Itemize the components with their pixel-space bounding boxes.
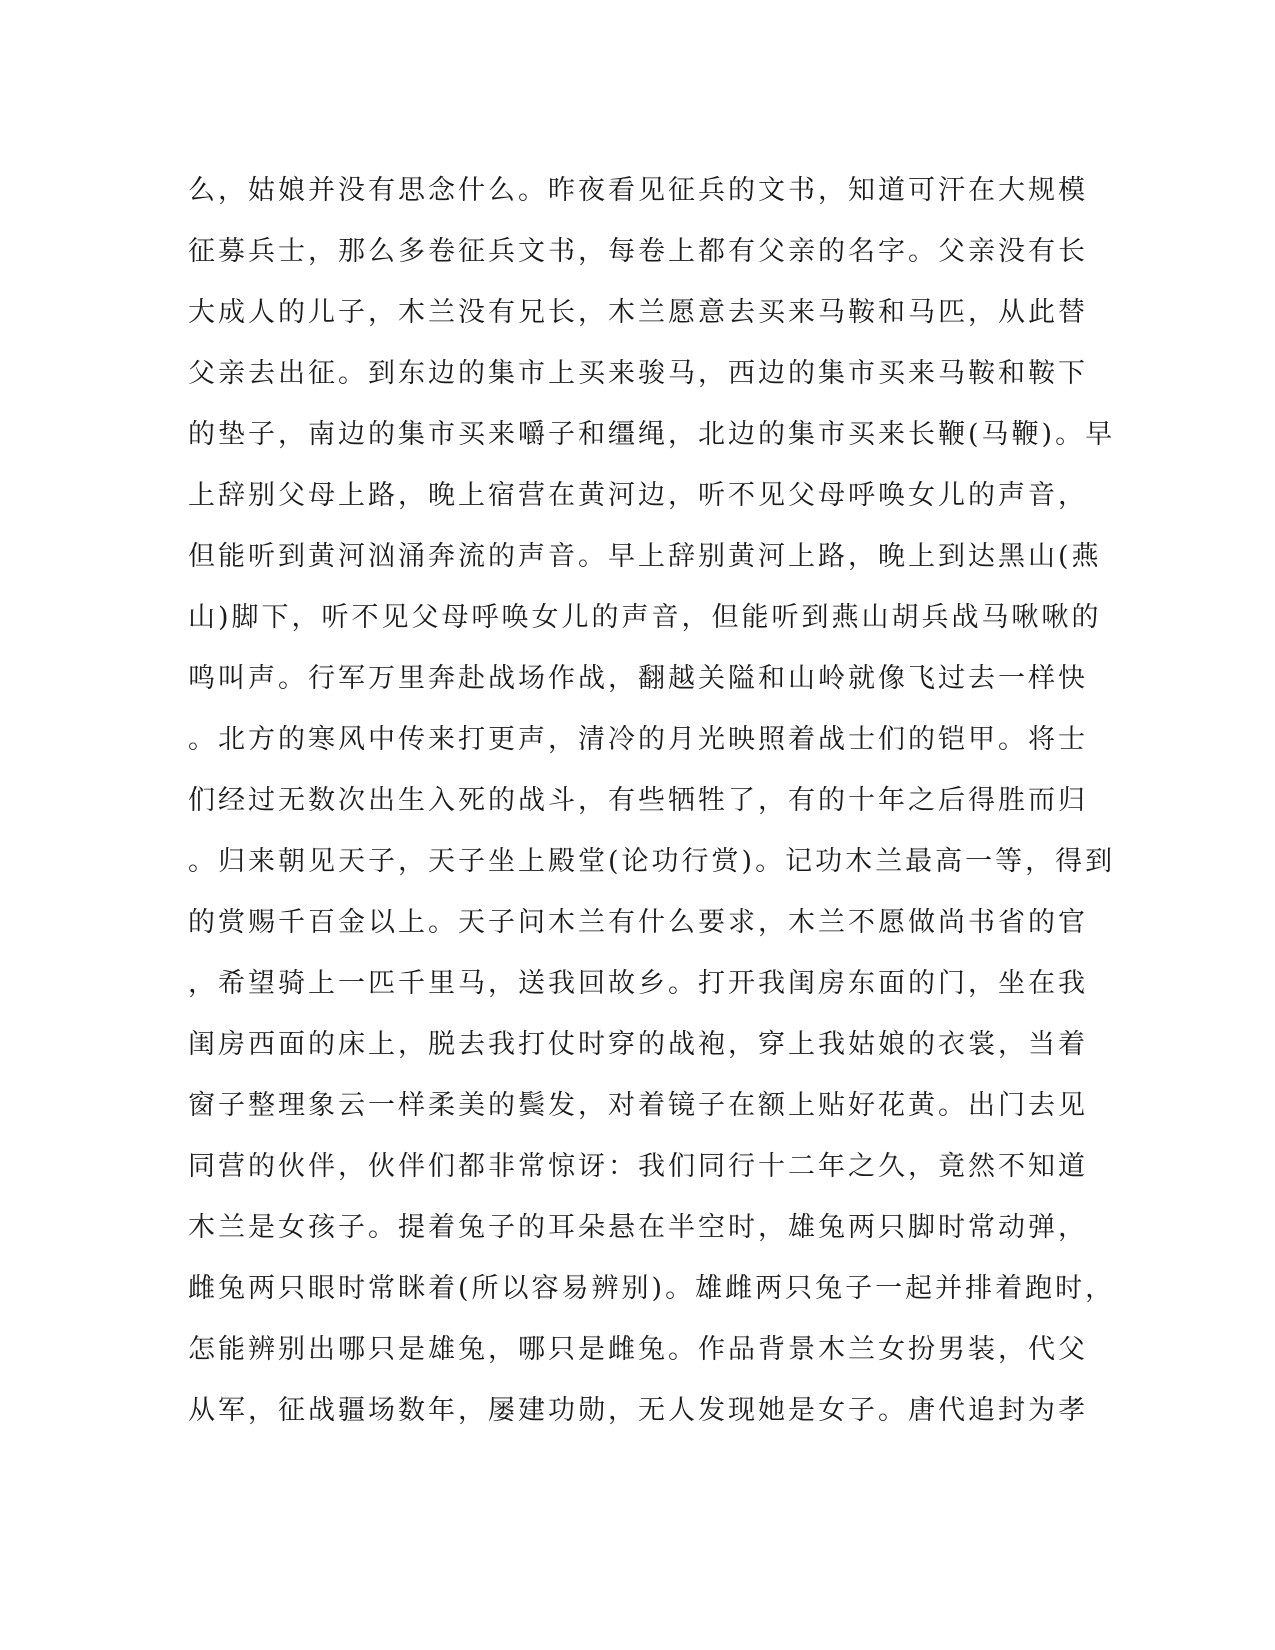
text-line: 窗子整理象云一样柔美的鬓发，对着镜子在额上贴好花黄。出门去见 bbox=[188, 1090, 1088, 1121]
text-line: 。归来朝见天子，天子坐上殿堂(论功行赏)。记功木兰最高一等，得到 bbox=[188, 846, 1116, 877]
text-line: 同营的伙伴，伙伴们都非常惊讶：我们同行十二年之久，竟然不知道 bbox=[188, 1151, 1088, 1182]
text-line: 怎能辨别出哪只是雄兔，哪只是雌兔。作品背景木兰女扮男装，代父 bbox=[188, 1334, 1088, 1365]
text-line: 父亲去出征。到东边的集市上买来骏马，西边的集市买来马鞍和鞍下 bbox=[188, 358, 1088, 389]
text-line: 木兰是女孩子。提着兔子的耳朵悬在半空时，雄兔两只脚时常动弹， bbox=[188, 1212, 1088, 1243]
text-line: 。北方的寒风中传来打更声，清冷的月光映照着战士们的铠甲。将士 bbox=[188, 724, 1088, 755]
text-line: 但能听到黄河汹涌奔流的声音。早上辞别黄河上路，晚上到达黑山(燕 bbox=[188, 541, 1102, 572]
text-line: 征募兵士，那么多卷征兵文书，每卷上都有父亲的名字。父亲没有长 bbox=[188, 236, 1088, 267]
text-line: 雌兔两只眼时常眯着(所以容易辨别)。雄雌两只兔子一起并排着跑时， bbox=[188, 1273, 1116, 1304]
text-line: 么，姑娘并没有思念什么。昨夜看见征兵的文书，知道可汗在大规模 bbox=[188, 175, 1088, 206]
body-text bbox=[188, 160, 1116, 1441]
text-line: 上辞别父母上路，晚上宿营在黄河边，听不见父母呼唤女儿的声音， bbox=[188, 480, 1088, 511]
text-line: 的垫子，南边的集市买来嚼子和缰绳，北边的集市买来长鞭(马鞭)。早 bbox=[188, 419, 1116, 450]
text-line: 山)脚下，听不见父母呼唤女儿的声音，但能听到燕山胡兵战马啾啾的 bbox=[188, 602, 1102, 633]
text-line: 从军，征战疆场数年，屡建功勋，无人发现她是女子。唐代追封为孝 bbox=[188, 1395, 1088, 1426]
text-line: 鸣叫声。行军万里奔赴战场作战，翻越关隘和山岭就像飞过去一样快 bbox=[188, 663, 1088, 694]
text-line: 们经过无数次出生入死的战斗，有些牺牲了，有的十年之后得胜而归 bbox=[188, 785, 1088, 816]
text-line: 闺房西面的床上，脱去我打仗时穿的战袍，穿上我姑娘的衣裳，当着 bbox=[188, 1029, 1088, 1060]
text-line: ，希望骑上一匹千里马，送我回故乡。打开我闺房东面的门，坐在我 bbox=[188, 968, 1088, 999]
text-line: 大成人的儿子，木兰没有兄长，木兰愿意去买来马鞍和马匹，从此替 bbox=[188, 297, 1088, 328]
text-line: 的赏赐千百金以上。天子问木兰有什么要求，木兰不愿做尚书省的官 bbox=[188, 907, 1088, 938]
